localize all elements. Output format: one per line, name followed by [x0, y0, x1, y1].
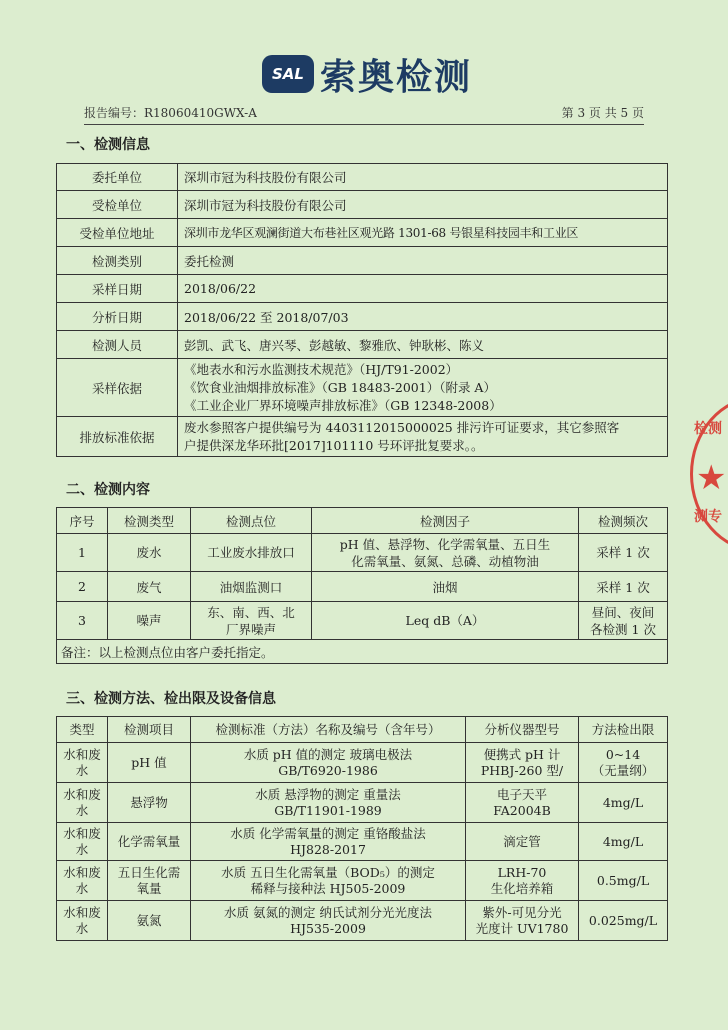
limit-line: 0.5mg/L: [596, 872, 650, 888]
basis-line: 《饮食业油烟排放标准》（GB 18483-2001）（附录 A）: [184, 379, 496, 395]
info-value: 委托检测: [178, 247, 668, 275]
info-label: 分析日期: [57, 303, 178, 331]
std-line: HJ828-2017: [290, 841, 366, 857]
cell-limit: [579, 823, 668, 861]
std-line: 水质 氨氮的测定 纳氏试剂分光光度法: [224, 904, 432, 920]
factor-line: pH 值、悬浮物、化学需氧量、五日生: [339, 536, 551, 552]
std-line: 户提供深龙华环批[2017]101110 号环评批复要求。。: [184, 437, 484, 453]
info-label: 采样日期: [57, 275, 178, 303]
table-row: [57, 164, 668, 191]
cell-type: 废气: [108, 572, 191, 602]
cell-type: 水和废水: [57, 861, 108, 901]
std-line: 水质 化学需氧量的测定 重铬酸盐法: [230, 825, 426, 841]
table-header-row: [57, 717, 668, 743]
seal-top-text: 检测: [694, 421, 722, 437]
logo-text: 索奥检测: [320, 56, 473, 98]
limit-line: （无量纲）: [591, 762, 655, 778]
column-header: 检测频次: [579, 508, 668, 534]
factor-line: 化需氧量、氨氮、总磷、动植物油: [351, 553, 539, 569]
column-header: 检测类型: [108, 508, 191, 534]
inst-line: 生化培养箱: [490, 880, 554, 896]
std-line: GB/T6920-1986: [278, 762, 378, 778]
info-label: 受检单位地址: [57, 219, 178, 247]
table-row: [57, 331, 668, 359]
cell-limit: [579, 901, 668, 941]
cell-factor: [312, 534, 579, 572]
cell-instrument: [466, 861, 579, 901]
cell-type: 水和废水: [57, 743, 108, 783]
cell-instrument: [466, 901, 579, 941]
factor-line: Leq dB（A）: [405, 613, 485, 628]
page-info: 第 3 页 共 5 页: [561, 106, 644, 120]
freq-line: 采样 1 次: [596, 545, 650, 560]
section-1-title: 一、检测信息: [66, 137, 150, 153]
table-row: [57, 417, 668, 457]
inst-line: PHBJ-260 型/: [480, 762, 564, 778]
report-header-line: [84, 104, 644, 125]
table-row: [57, 219, 668, 247]
logo-mark: SAL: [262, 55, 314, 93]
report-number: 报告编号：R18060410GWX-A: [84, 106, 257, 120]
cell-type: 水和废水: [57, 783, 108, 823]
table-row: [57, 783, 668, 823]
table-row: [57, 303, 668, 331]
cell-no: 1: [57, 534, 108, 572]
info-value: 2018/06/22 至 2018/07/03: [178, 303, 668, 331]
std-line: 稀释与接种法 HJ505-2009: [250, 880, 406, 896]
column-header: 检测标准（方法）名称及编号（含年号）: [191, 717, 466, 743]
std-line: 水质 五日生化需氧量（BOD₅）的测定: [221, 864, 435, 880]
cell-freq: [579, 572, 668, 602]
table-row: [57, 602, 668, 640]
cell-standard: [191, 901, 466, 941]
cell-instrument: [466, 743, 579, 783]
section-3-title: 三、检测方法、检出限及设备信息: [66, 691, 276, 707]
column-header: 检测因子: [312, 508, 579, 534]
cell-point: 东、南、西、北 厂界噪声: [191, 602, 312, 640]
cell-freq: [579, 602, 668, 640]
freq-line: 昼间、夜间: [591, 604, 655, 620]
table-row: [57, 901, 668, 941]
info-value: 彭凯、武飞、唐兴琴、彭越敏、黎雅欣、钟耿彬、陈义: [178, 331, 668, 359]
std-line: HJ535-2009: [290, 920, 366, 936]
cell-item: 悬浮物: [108, 783, 191, 823]
table-note: 备注：以上检测点位由客户委托指定。: [57, 640, 668, 664]
cell-no: 2: [57, 572, 108, 602]
table-row: [57, 861, 668, 901]
column-header: 序号: [57, 508, 108, 534]
content-table: [56, 507, 668, 664]
column-header: 检测项目: [108, 717, 191, 743]
info-value: 深圳市冠为科技股份有限公司: [178, 191, 668, 219]
emission-standard: [178, 417, 668, 457]
cell-item: pH 值: [108, 743, 191, 783]
column-header: 检测点位: [191, 508, 312, 534]
info-label: 排放标准依据: [57, 417, 178, 457]
table-row: [57, 275, 668, 303]
cell-factor: [312, 602, 579, 640]
info-value: 深圳市龙华区观澜街道大布巷社区观光路 1301-68 号银星科技园丰和工业区: [178, 219, 668, 247]
cell-type: 水和废水: [57, 901, 108, 941]
seal-bottom-text: 测专: [694, 509, 722, 525]
cell-point: 工业废水排放口: [191, 534, 312, 572]
section-2-title: 二、检测内容: [66, 482, 150, 498]
inst-line: FA2004B: [493, 802, 551, 818]
info-label: 委托单位: [57, 164, 178, 191]
sampling-basis: [178, 359, 668, 417]
inst-line: 紫外-可见分光: [482, 904, 562, 920]
inst-line: 光度计 UV1780: [475, 920, 569, 936]
cell-instrument: [466, 783, 579, 823]
company-logo: [262, 50, 472, 98]
std-line: GB/T11901-1989: [274, 802, 382, 818]
cell-point: 油烟监测口: [191, 572, 312, 602]
std-line: 废水参照客户提供编号为 4403112015000025 排污许可证要求，其它参照客: [184, 419, 620, 435]
info-label: 检测类别: [57, 247, 178, 275]
column-header: 方法检出限: [579, 717, 668, 743]
cell-standard: [191, 783, 466, 823]
info-value: 深圳市冠为科技股份有限公司: [178, 164, 668, 191]
table-row: [57, 191, 668, 219]
cell-type: 水和废水: [57, 823, 108, 861]
cell-factor: [312, 572, 579, 602]
table-row: [57, 640, 668, 664]
info-label: 采样依据: [57, 359, 178, 417]
official-seal: [690, 396, 728, 556]
table-row: [57, 534, 668, 572]
info-label: 检测人员: [57, 331, 178, 359]
cell-freq: [579, 534, 668, 572]
cell-standard: [191, 743, 466, 783]
cell-instrument: [466, 823, 579, 861]
cell-type: 噪声: [108, 602, 191, 640]
info-table: [56, 163, 668, 457]
column-header: 类型: [57, 717, 108, 743]
table-row: [57, 823, 668, 861]
table-row: [57, 247, 668, 275]
info-value: 2018/06/22: [178, 275, 668, 303]
cell-item: 五日生化需氧量: [108, 861, 191, 901]
inst-line: 便携式 pH 计: [483, 746, 561, 762]
cell-limit: [579, 743, 668, 783]
inst-line: 滴定管: [503, 833, 541, 849]
basis-line: 《地表水和污水监测技术规范》（HJ/T91-2002）: [184, 361, 459, 377]
inst-line: LRH-70: [497, 864, 547, 880]
basis-line: 《工业企业厂界环境噪声排放标准》（GB 12348-2008）: [184, 397, 502, 413]
cell-standard: [191, 823, 466, 861]
limit-line: 0.025mg/L: [588, 912, 658, 928]
limit-line: 4mg/L: [602, 794, 644, 810]
star-icon: ★: [696, 458, 727, 498]
cell-standard: [191, 861, 466, 901]
method-table: [56, 716, 668, 941]
table-row: [57, 743, 668, 783]
std-line: 水质 pH 值的测定 玻璃电极法: [243, 746, 413, 762]
table-row: [57, 359, 668, 417]
column-header: 分析仪器型号: [466, 717, 579, 743]
cell-limit: [579, 783, 668, 823]
inst-line: 电子天平: [496, 786, 547, 802]
table-row: [57, 572, 668, 602]
factor-line: 油烟: [432, 579, 458, 595]
cell-item: 氨氮: [108, 901, 191, 941]
info-label: 受检单位: [57, 191, 178, 219]
table-header-row: [57, 508, 668, 534]
cell-limit: [579, 861, 668, 901]
freq-line: 采样 1 次: [596, 579, 650, 595]
freq-line: 各检测 1 次: [590, 621, 656, 637]
cell-no: 3: [57, 602, 108, 640]
limit-line: 4mg/L: [602, 833, 644, 849]
cell-item: 化学需氧量: [108, 823, 191, 861]
cell-type: 废水: [108, 534, 191, 572]
std-line: 水质 悬浮物的测定 重量法: [255, 786, 401, 802]
limit-line: 0~14: [605, 746, 641, 762]
